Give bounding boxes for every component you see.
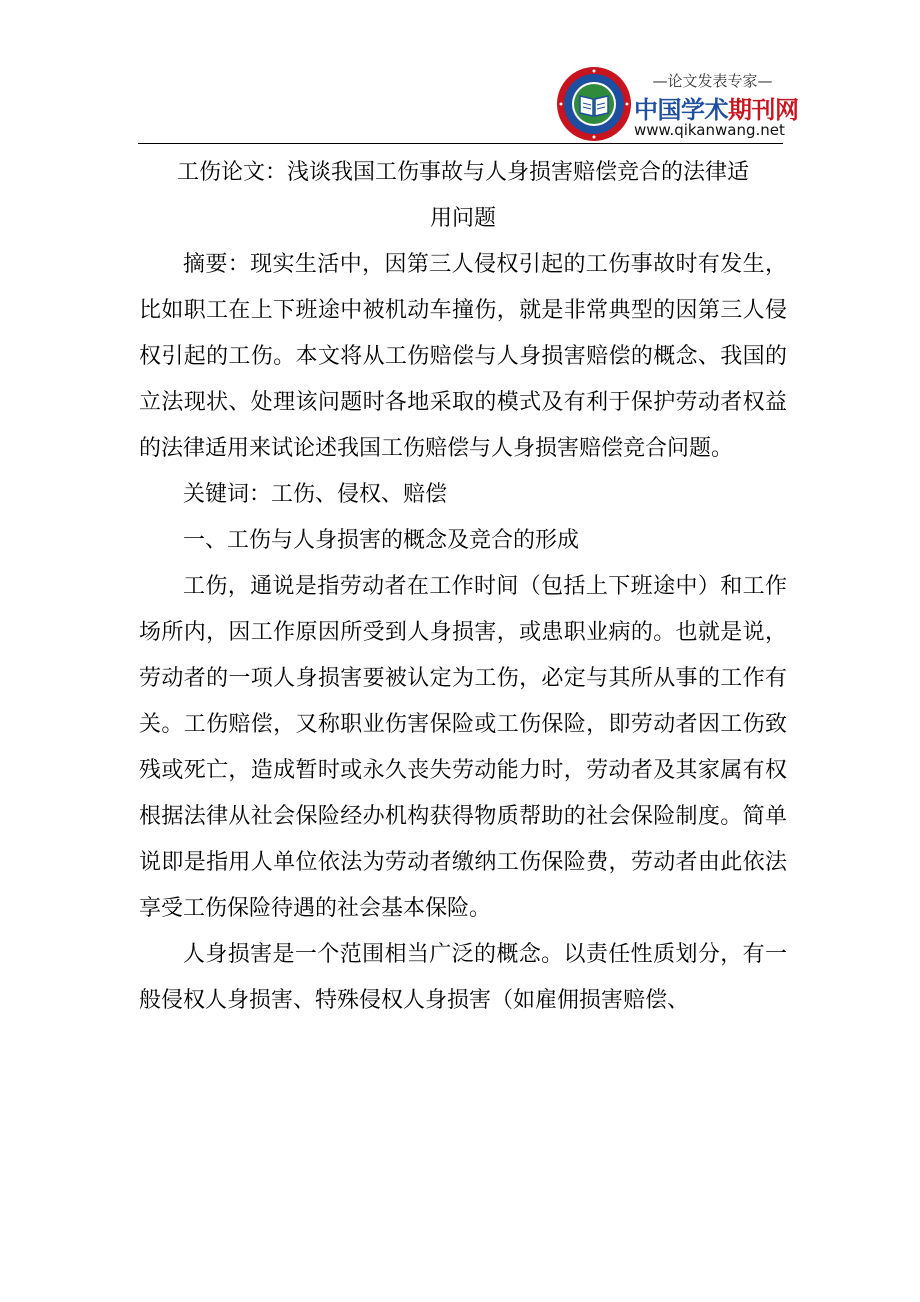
logo-brand-part-a: 中国学术: [634, 96, 728, 124]
section-heading: 一、工伤与人身损害的概念及竞合的形成: [183, 528, 580, 553]
document-title-line1: 工伤论文：浅谈我国工伤事故与人身损害赔偿竞合的法律适: [176, 160, 749, 185]
page-header: [0, 0, 920, 150]
abstract-paragraph: 摘要：现实生活中，因第三人侵权引起的工伤事故时有发生，比如职工在上下班途中被机动车撞伤，就是非常典型的因第三人侵权引起的工伤。本文将从工伤赔偿与人身损害赔偿的概念、我国的立法现状、处理该问题时各地采取的模式及有利于保护劳动者权益的法律适用来试论述我国工伤赔偿与人身损害赔偿竞合问题。: [139, 252, 787, 461]
keywords-line: 关键词：工伤、侵权、赔偿: [183, 482, 448, 507]
logo-brand-name: [634, 90, 799, 125]
logo-url: www.qikanwang.net: [634, 121, 785, 139]
document-title: [139, 150, 787, 242]
document-title-line2: 用问题: [429, 206, 496, 231]
journal-logo-emblem-icon: [556, 66, 632, 142]
body-paragraph-2: 人身损害是一个范围相当广泛的概念。以责任性质划分，有一般侵权人身损害、特殊侵权人身损害（如雇佣损害赔偿、: [139, 942, 787, 1013]
body-paragraph-1: 工伤，通说是指劳动者在工作时间（包括上下班途中）和工作场所内，因工作原因所受到人身损害，或患职业病的。也就是说，劳动者的一项人身损害要被认定为工伤，必定与其所从事的工作有关。工伤赔偿，又称职业伤害保险或工伤保险，即劳动者因工伤致残或死亡，造成暂时或永久丧失劳动能力时，劳动者及其家属有权根据法律从社会保险经办机构获得物质帮助的社会保险制度。简单说即是指用人单位依法为劳动者缴纳工伤保险费，劳动者由此依法享受工伤保险待遇的社会基本保险。: [139, 574, 787, 921]
header-divider: [138, 143, 783, 144]
logo-brand-part-b: 期刊网: [728, 96, 799, 124]
document-body: [139, 150, 787, 1024]
logo-tagline: —论文发表专家—: [652, 72, 773, 90]
